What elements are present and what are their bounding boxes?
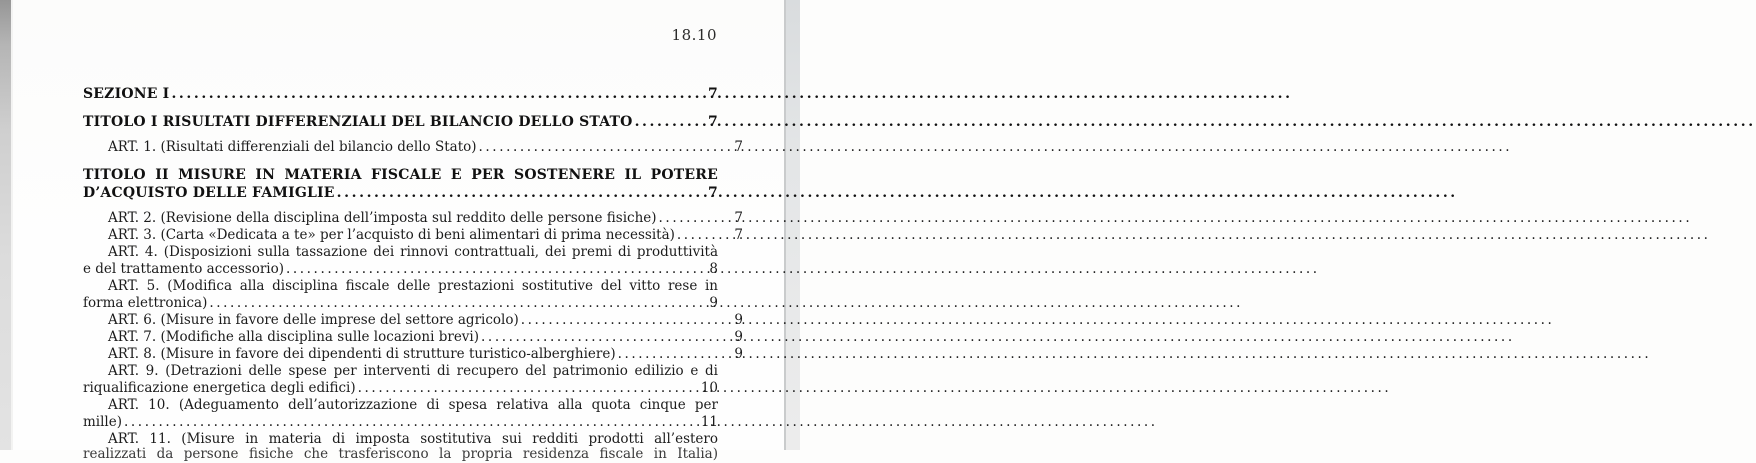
toc-line xyxy=(83,85,718,103)
toc-page-number: 7 xyxy=(734,210,743,226)
toc-entry-text: ART. 1. (Risultati differenziali del bilancio dello Stato) xyxy=(108,139,477,155)
dot-leader xyxy=(356,380,698,397)
toc-page-number: 8 xyxy=(709,261,718,277)
page-marker: 18.10 xyxy=(671,26,717,44)
dot-leader xyxy=(657,210,732,227)
dot-leader xyxy=(675,227,732,244)
toc-line: ART. 9. (Detrazioni delle spese per interventi di recupero del patrimonio edilizio e di xyxy=(108,363,718,379)
toc-line xyxy=(83,414,718,431)
dot-leader xyxy=(633,113,705,131)
toc-entry-text: forma elettronica) xyxy=(83,295,208,311)
toc-entry-text: mille) xyxy=(83,414,123,430)
toc-line xyxy=(83,312,743,329)
toc-line xyxy=(83,346,743,363)
toc-line xyxy=(83,113,718,131)
dot-leader xyxy=(122,414,698,431)
toc-entry xyxy=(83,397,718,431)
toc-page-number: 7 xyxy=(708,86,718,102)
toc-line: ART. 5. (Modifica alla disciplina fiscale delle prestazioni sostitutive del vitto rese in xyxy=(108,278,718,294)
dot-leader xyxy=(519,312,732,329)
dot-leader xyxy=(477,139,732,156)
toc-entry xyxy=(83,312,743,329)
toc-line xyxy=(83,210,743,227)
dot-leader xyxy=(207,295,706,312)
toc-entry-text: ART. 2. (Revisione della disciplina dell’imposta sul reddito delle persone fisiche) xyxy=(108,210,657,226)
toc-entry-text: ART. 3. (Carta «Dedicata a te» per l’acquisto di beni alimentari di prima necessità) xyxy=(108,227,675,243)
toc-entry xyxy=(83,166,718,202)
toc-entry xyxy=(83,244,718,278)
toc-line xyxy=(83,261,718,278)
dot-leader xyxy=(169,85,705,103)
dot-leader xyxy=(284,261,706,278)
dot-leader xyxy=(335,184,705,202)
toc-page-number: 7 xyxy=(734,227,743,243)
toc-line xyxy=(83,227,743,244)
page-edge-left xyxy=(0,0,13,450)
toc-page-number: 11 xyxy=(700,414,718,430)
toc-page-number: 7 xyxy=(708,185,718,201)
toc-entry xyxy=(83,329,743,346)
dot-leader xyxy=(479,329,731,346)
toc-page-number: 9 xyxy=(709,295,718,311)
toc-line xyxy=(83,184,718,202)
toc-entry xyxy=(83,363,718,397)
toc-line: ART. 4. (Disposizioni sulla tassazione dei rinnovi contrattuali, dei premi di produttività xyxy=(108,244,718,260)
toc-line: ART. 10. (Adeguamento dell’autorizzazione di spesa relativa alla quota cinque per xyxy=(108,397,718,413)
toc-page-number: 7 xyxy=(734,139,743,155)
toc-entry xyxy=(83,431,718,462)
toc-line xyxy=(83,295,718,312)
toc-entry xyxy=(83,210,743,227)
toc-line: ART. 11. (Misure in materia di imposta sostitutiva sui redditi prodotti all’estero xyxy=(108,431,718,447)
toc-page-number: 7 xyxy=(708,114,718,130)
toc-page-number: 10 xyxy=(700,380,718,396)
toc-page-number: 9 xyxy=(734,312,743,328)
toc-entry xyxy=(83,113,718,131)
toc-page-number: 9 xyxy=(734,329,743,345)
toc-entry-text: TITOLO I RISULTATI DIFFERENZIALI DEL BILANCIO DELLO STATO xyxy=(83,114,633,130)
toc-line-clipped: realizzati da persone fisiche che trasferiscono la propria residenza fiscale in Italia) xyxy=(83,446,718,462)
toc-entry-text: e del trattamento accessorio) xyxy=(83,261,284,277)
toc-entry-text: ART. 7. (Modifiche alla disciplina sulle locazioni brevi) xyxy=(108,329,480,345)
toc-entry xyxy=(83,278,718,312)
toc-entry xyxy=(83,139,743,156)
toc-line xyxy=(83,380,718,397)
toc-entry-text: D’ACQUISTO DELLE FAMIGLIE xyxy=(83,185,335,201)
toc-page-number: 9 xyxy=(734,346,743,362)
toc-entry-text: SEZIONE I xyxy=(83,86,170,102)
dot-leader xyxy=(616,346,732,363)
document-viewport xyxy=(0,0,800,462)
toc-entry-text: ART. 6. (Misure in favore delle imprese del settore agricolo) xyxy=(108,312,519,328)
toc-entry xyxy=(83,346,743,363)
toc xyxy=(83,85,743,462)
toc-entry-text: ART. 8. (Misure in favore dei dipendenti di strutture turistico-alberghiere) xyxy=(108,346,616,362)
toc-line: TITOLO II MISURE IN MATERIA FISCALE E PER SOSTENERE IL POTERE xyxy=(83,167,718,183)
toc-entry xyxy=(83,85,718,103)
toc-entry xyxy=(83,227,743,244)
toc-line xyxy=(83,139,743,156)
toc-entry-text: riqualificazione energetica degli edifici) xyxy=(83,380,356,396)
toc-line xyxy=(83,329,743,346)
